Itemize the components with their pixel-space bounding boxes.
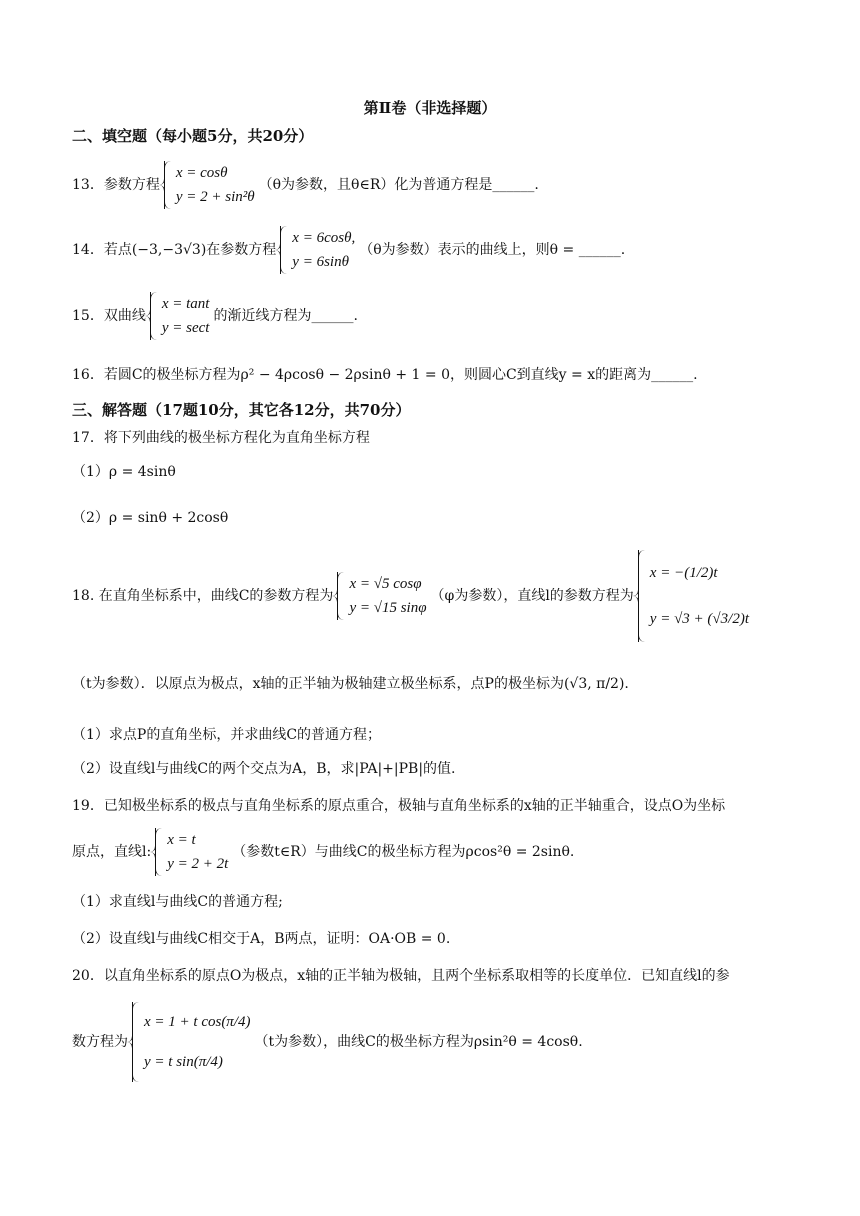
- q18-line-eq2: y = √3 + (√3/2)t: [649, 611, 749, 627]
- q14-system: [280, 226, 355, 274]
- q14-suffix: （θ为参数）表示的曲线上，则θ = ______.: [359, 242, 626, 258]
- question-19-part2: （2）设直线l与曲线C相交于A，B两点，证明：OA·OB = 0.: [72, 931, 451, 947]
- q20-suffix: （t为参数），曲线C的极坐标方程为ρsin²θ = 4cosθ.: [254, 1034, 583, 1050]
- q18-eq1: x = √5 cosφ: [349, 576, 422, 592]
- q18-prefix: 18. 在直角坐标系中，曲线C的参数方程为: [72, 588, 334, 604]
- question-19-line1: 19．已知极坐标系的极点与直角坐标系的原点重合，极轴与直角坐标系的x轴的正半轴重合，设点O为坐标: [72, 798, 726, 814]
- page-title: 第Ⅱ卷（非选择题）: [363, 99, 497, 117]
- q18-line-eq1: x = −(1/2)t: [649, 565, 718, 581]
- q15-prefix: 15．双曲线: [72, 308, 146, 324]
- question-17-stem: 17．将下列曲线的极坐标方程化为直角坐标方程: [72, 430, 370, 446]
- question-17-part1: （1）ρ = 4sinθ: [72, 464, 176, 480]
- q19-eq1: x = t: [167, 832, 196, 848]
- q20-system: [132, 1002, 251, 1082]
- q20-eq1: x = 1 + t cos(π/4): [144, 1014, 251, 1030]
- question-15: [72, 291, 800, 341]
- q13-prefix: 13．参数方程: [72, 177, 160, 193]
- q19-suffix: （参数t∈R）与曲线C的极坐标方程为ρcos²θ = 2sinθ.: [232, 844, 575, 860]
- question-13: [72, 160, 800, 210]
- question-20-line2: [72, 998, 800, 1086]
- q19-prefix: 原点，直线l:: [72, 844, 152, 860]
- q15-eq1: x = tant: [161, 296, 210, 312]
- section-fill-in-heading: 二、填空题（每小题5分，共20分）: [72, 127, 314, 145]
- q15-system: [150, 292, 210, 340]
- question-19-line2: [72, 826, 800, 878]
- q15-eq2: y = sect: [161, 320, 210, 336]
- q13-eq1: x = cosθ: [175, 165, 228, 181]
- q13-system: [164, 161, 255, 209]
- question-18-part1: （1）求点P的直角坐标，并求曲线C的普通方程；: [72, 727, 382, 743]
- q14-eq2: y = 6sinθ: [292, 254, 349, 270]
- q14-prefix: 14．若点(−3,−3√3)在参数方程: [72, 242, 277, 258]
- q19-system: [155, 828, 228, 876]
- q15-suffix: 的渐近线方程为______.: [213, 308, 358, 324]
- q14-eq1: x = 6cosθ,: [292, 230, 356, 246]
- section-answer-heading: 三、解答题（17题10分，其它各12分，共70分）: [72, 401, 411, 419]
- q18-line-system: [638, 550, 749, 642]
- q20-prefix: 数方程为: [72, 1034, 128, 1050]
- question-17-part2: （2）ρ = sinθ + 2cosθ: [72, 510, 229, 526]
- q18-curve-system: [337, 572, 426, 620]
- question-14: [72, 225, 800, 275]
- q18-middle: （φ为参数），直线l的参数方程为: [430, 588, 634, 604]
- question-18-part2: （2）设直线l与曲线C的两个交点为A，B，求|PA|+|PB|的值.: [72, 761, 456, 777]
- q13-eq2: y = 2 + sin²θ: [175, 189, 255, 205]
- q19-eq2: y = 2 + 2t: [167, 856, 229, 872]
- q18-eq2: y = √15 sinφ: [349, 600, 427, 616]
- question-20-line1: 20．以直角坐标系的原点O为极点，x轴的正半轴为极轴，且两个坐标系取相等的长度单位．已知直线l的参: [72, 968, 730, 984]
- question-19-part1: （1）求直线l与曲线C的普通方程;: [72, 894, 283, 910]
- q20-eq2: y = t sin(π/4): [144, 1054, 223, 1070]
- question-18-line2: （t为参数）．以原点为极点，x轴的正半轴为极轴建立极坐标系，点P的极坐标为(√3, π/2).: [72, 676, 629, 692]
- question-16: 16．若圆C的极坐标方程为ρ² − 4ρcosθ − 2ρsinθ + 1 = 0，则圆心C到直线y = x的距离为______.: [72, 367, 698, 383]
- q13-suffix: （θ为参数，且θ∈R）化为普通方程是______.: [258, 177, 539, 193]
- question-18: [72, 548, 840, 644]
